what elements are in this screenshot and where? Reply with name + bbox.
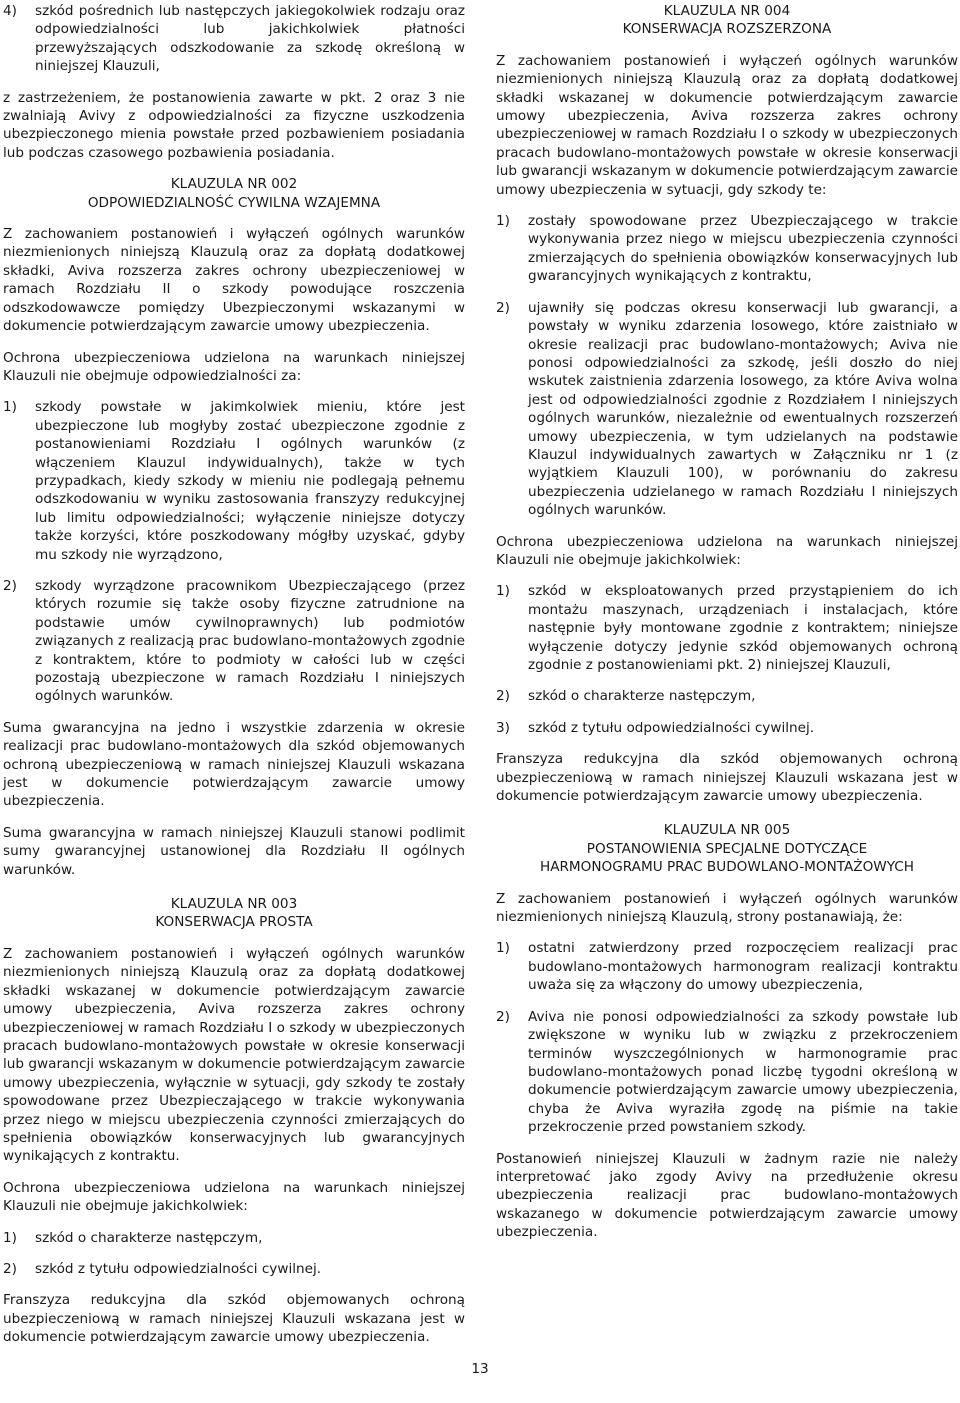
list-item-text: szkód o charakterze następczym, <box>35 1229 263 1246</box>
paragraph: Z zachowaniem postanowień i wyłączeń ogólnych warunków niezmienionych niniejszą Klauzulą oraz za dopłatą dodatkowej składki wskazanej w dokumencie potwierdzającym zawarcie umowy ubezpieczenia, Aviva rozszerza zakres ochrony ubezpieczeniowej w ramach Rozdziału I o szkody w ubezpieczonych pracach budowlano-montażowych powstałe w okresie konserwacji lub gwarancji wskazanym w dokumencie potwierdzającym zawarcie umowy ubezpieczenia w sytuacji, gdy szkody te: <box>496 52 958 198</box>
list-item-text: zostały spowodowane przez Ubezpieczającego w trakcie wykonywania przez niego w miejscu ubezpieczenia czynności zmierzających do spełnienia obowiązków konserwacyjnych lub gwarancyjnych wynikających z kontraktu, <box>528 213 958 285</box>
list-item-number: 1) <box>496 583 510 600</box>
clause-heading-005 <box>496 821 958 876</box>
list-item <box>496 719 958 737</box>
list-item-number: 4) <box>3 3 17 19</box>
list-item-text: szkód w eksploatowanych przed przystąpieniem do ich montażu maszynach, urządzeniach i instalacjach, które następnie były montowane zgodnie z kontraktem; niniejsze wyłączenie dotyczy jedynie szkód objemowanych ochroną zgodnie z postanowieniami pkt. 2) niniejszej Klauzuli, <box>528 583 958 673</box>
list-item-number: 1) <box>496 940 510 957</box>
paragraph: z zastrzeżeniem, że postanowienia zawarte w pkt. 2 oraz 3 nie zwalniają Avivy z odpowiedzialności za fizyczne uszkodzenia ubezpieczonego mienia powstałe przed pozbawieniem posiadania lub podczas czasowego pozbawienia posiadania. <box>3 89 465 161</box>
clause-title: KLAUZULA NR 003 <box>170 896 298 913</box>
clause-title: KLAUZULA NR 002 <box>170 176 298 193</box>
paragraph: Z zachowaniem postanowień i wyłączeń ogólnych warunków niezmienionych niniejszą Klauzulą, strony postanawiają, że: <box>496 890 958 926</box>
clause-heading-003 <box>3 895 465 932</box>
list-item <box>3 1260 465 1278</box>
paragraph: Ochrona ubezpieczeniowa udzielona na warunkach niniejszej Klauzuli nie obejmuje odpowiedzialności za: <box>3 349 465 384</box>
list-item <box>496 939 958 994</box>
left-column <box>3 2 465 1360</box>
list-item <box>496 1008 958 1137</box>
list-item-number: 2) <box>496 299 510 316</box>
list-item <box>496 687 958 705</box>
list-item-number: 1) <box>3 1229 17 1246</box>
list-item-text: szkód o charakterze następczym, <box>528 688 756 705</box>
paragraph: Ochrona ubezpieczeniowa udzielona na warunkach niniejszej Klauzuli nie obejmuje jakichkolwiek: <box>496 533 958 568</box>
clause-subtitle: KONSERWACJA PROSTA <box>155 914 313 931</box>
list-item-number: 2) <box>496 688 510 705</box>
list-item-number: 2) <box>496 1008 510 1025</box>
list-item <box>496 212 958 286</box>
list-item-number: 1) <box>496 213 510 230</box>
clause-heading-004 <box>496 2 958 39</box>
paragraph: Suma gwarancyjna w ramach niniejszej Klauzuli stanowi podlimit sumy gwarancyjnej ustanowionej dla Rozdziału II ogólnych warunków. <box>3 824 465 878</box>
clause-subtitle: ODPOWIEDZIALNOŚĆ CYWILNA WZAJEMNA <box>87 194 381 211</box>
list-item <box>3 1229 465 1247</box>
clause-title: KLAUZULA NR 004 <box>663 3 791 19</box>
list-item-text: ostatni zatwierdzony przed rozpoczęciem realizacji prac budowlano-montażowych harmonogram realizacji kontraktu uważa się za włączony do umowy ubezpieczenia, <box>528 940 958 994</box>
list-item-text: szkody wyrządzone pracownikom Ubezpieczającego (przez których rozumie się także osoby fizyczne zatrudnione na podstawie umów cywilnoprawnych) lub podmiotów związanych z realizacją prac budowlano-montażowych zgodnie z kontraktem, które to podmioty w całości lub w części pozostają ubezpieczone w ramach Rozdziału I niniejszych ogólnych warunków. <box>35 577 465 705</box>
clause-subtitle: HARMONOGRAMU PRAC BUDOWLANO-MONTAŻOWYCH <box>539 859 915 876</box>
paragraph: Z zachowaniem postanowień i wyłączeń ogólnych warunków niezmienionych niniejszą Klauzulą oraz za dopłatą dodatkowej składki, Aviva rozszerza zakres ochrony ubezpieczeniowej w ramach Rozdziału II o szkody powodujące roszczenia odszkodowawcze pomiędzy Ubezpieczonymi wskazanymi w dokumencie potwierdzającym zawarcie umowy ubezpieczenia. <box>3 226 465 335</box>
clause-subtitle: POSTANOWIENIA SPECJALNE DOTYCZĄCE <box>586 840 868 857</box>
page-number: 13 <box>471 1361 489 1377</box>
list-item-text: szkody powstałe w jakimkolwiek mieniu, które jest ubezpieczone lub mogłyby zostać ubezpieczone zgodnie z postanowieniami Rozdziału I ogólnych warunków (z włączeniem Klauzul indywidualnych), także w tych przypadkach, kiedy szkody w mieniu nie podlegają pełnemu odszkodowaniu w wyniku zastosowania franszyzy redukcyjnej lub limitu odpowiedzialności; wyłączenie niniejsze dotyczy także korzyści, które poszkodowany mógłby uzyskać, gdyby mu szkody nie wyrządzono, <box>35 399 465 563</box>
list-item <box>3 398 465 564</box>
list-item-text: ujawniły się podczas okresu konserwacji lub gwarancji, a powstały w wyniku zdarzenia losowego, które zaistniało w okresie realizacji prac budowlano-montażowych; Aviva nie ponosi odpowiedzialności za szkodę, jeśli doszło do niej wskutek zaistnienia zdarzenia losowego, za które Aviva wolna jest od odpowiedzialności zgodnie z Rozdziałem I niniejszych ogólnych warunków, niezależnie od ewentualnych rozszerzeń umowy ubezpieczenia, w tym udzielanych na podstawie Klauzul indywidualnych zawartych w Załączniku nr 1 (z wyjątkiem Klauzuli 100), w porównaniu do zakresu ubezpieczenia udzielanego w ramach Rozdziału I niniejszych ogólnych warunków. <box>528 299 958 519</box>
list-item-text: szkód pośrednich lub następczych jakiegokolwiek rodzaju oraz odpowiedzialności lub jakichkolwiek płatności przewyższających odszkodowanie za szkodę określoną w niniejszej Klauzuli, <box>35 3 465 75</box>
list-item <box>3 2 465 76</box>
paragraph: Ochrona ubezpieczeniowa udzielona na warunkach niniejszej Klauzuli nie obejmuje jakichkolwiek: <box>3 1179 465 1215</box>
paragraph: Suma gwarancyjna na jedno i wszystkie zdarzenia w okresie realizacji prac budowlano-montażowych dla szkód objemowanych ochroną ubezpieczeniową w ramach niniejszej Klauzuli wskazana jest w dokumencie potwierdzającym zawarcie umowy ubezpieczenia. <box>3 719 465 810</box>
paragraph: Franszyza redukcyjna dla szkód objemowanych ochroną ubezpieczeniową w ramach niniejszej Klauzuli wskazana jest w dokumencie potwierdzającym zawarcie umowy ubezpieczenia. <box>3 1292 465 1346</box>
right-column <box>496 2 958 1255</box>
list-item-number: 1) <box>3 399 17 416</box>
list-item-text: szkód z tytułu odpowiedzialności cywilnej. <box>528 719 815 736</box>
list-item-text: szkód z tytułu odpowiedzialności cywilnej. <box>35 1260 322 1277</box>
list-item <box>496 299 958 520</box>
clause-subtitle: KONSERWACJA ROZSZERZONA <box>622 21 832 38</box>
list-item-number: 2) <box>3 577 17 594</box>
paragraph: Franszyza redukcyjna dla szkód objemowanych ochroną ubezpieczeniową w ramach niniejszej Klauzuli wskazana jest w dokumencie potwierdzającym zawarcie umowy ubezpieczenia. <box>496 751 958 805</box>
clause-title: KLAUZULA NR 005 <box>663 822 791 839</box>
list-item-number: 2) <box>3 1260 17 1277</box>
list-item-text: Aviva nie ponosi odpowiedzialności za szkody powstałe lub zwiększone w wyniku lub w związku z przekroczeniem terminów wyszczególnionych w harmonogramie prac budowlano-montażowych ponad liczbę tygodni określoną w dokumencie potwierdzającym zawarcie umowy ubezpieczenia, chyba że Aviva wyraziła zgodę na piśmie na takie przekroczenie przed powstaniem szkody. <box>528 1008 958 1136</box>
paragraph: Z zachowaniem postanowień i wyłączeń ogólnych warunków niezmienionych niniejszą Klauzulą oraz za dopłatą dodatkowej składki wskazanej w dokumencie potwierdzającym zawarcie umowy ubezpieczenia, Aviva rozszerza zakres ochrony ubezpieczeniowej w ramach Rozdziału I o szkody w ubezpieczonych pracach budowlano-montażowych powstałe w okresie konserwacji lub gwarancji wskazanym w dokumencie potwierdzającym zawarcie umowy ubezpieczenia, wyłącznie w sytuacji, gdy szkody te zostały spowodowane przez Ubezpieczającego w trakcie wykonywania przez niego w miejscu ubezpieczenia czynności zmierzających do spełnienia obowiązków konserwacyjnych lub gwarancyjnych wynikających z kontraktu. <box>3 945 465 1165</box>
paragraph: Postanowień niniejszej Klauzuli w żadnym razie nie należy interpretować jako zgody Avivy na przedłużenie okresu ubezpieczenia realizacji prac budowlano-montażowych wskazanego w dokumencie potwierdzającym zawarcie umowy ubezpieczenia. <box>496 1150 958 1241</box>
list-item-number: 3) <box>496 719 510 736</box>
clause-heading-002 <box>3 175 465 212</box>
list-item <box>496 582 958 674</box>
list-item <box>3 577 465 706</box>
